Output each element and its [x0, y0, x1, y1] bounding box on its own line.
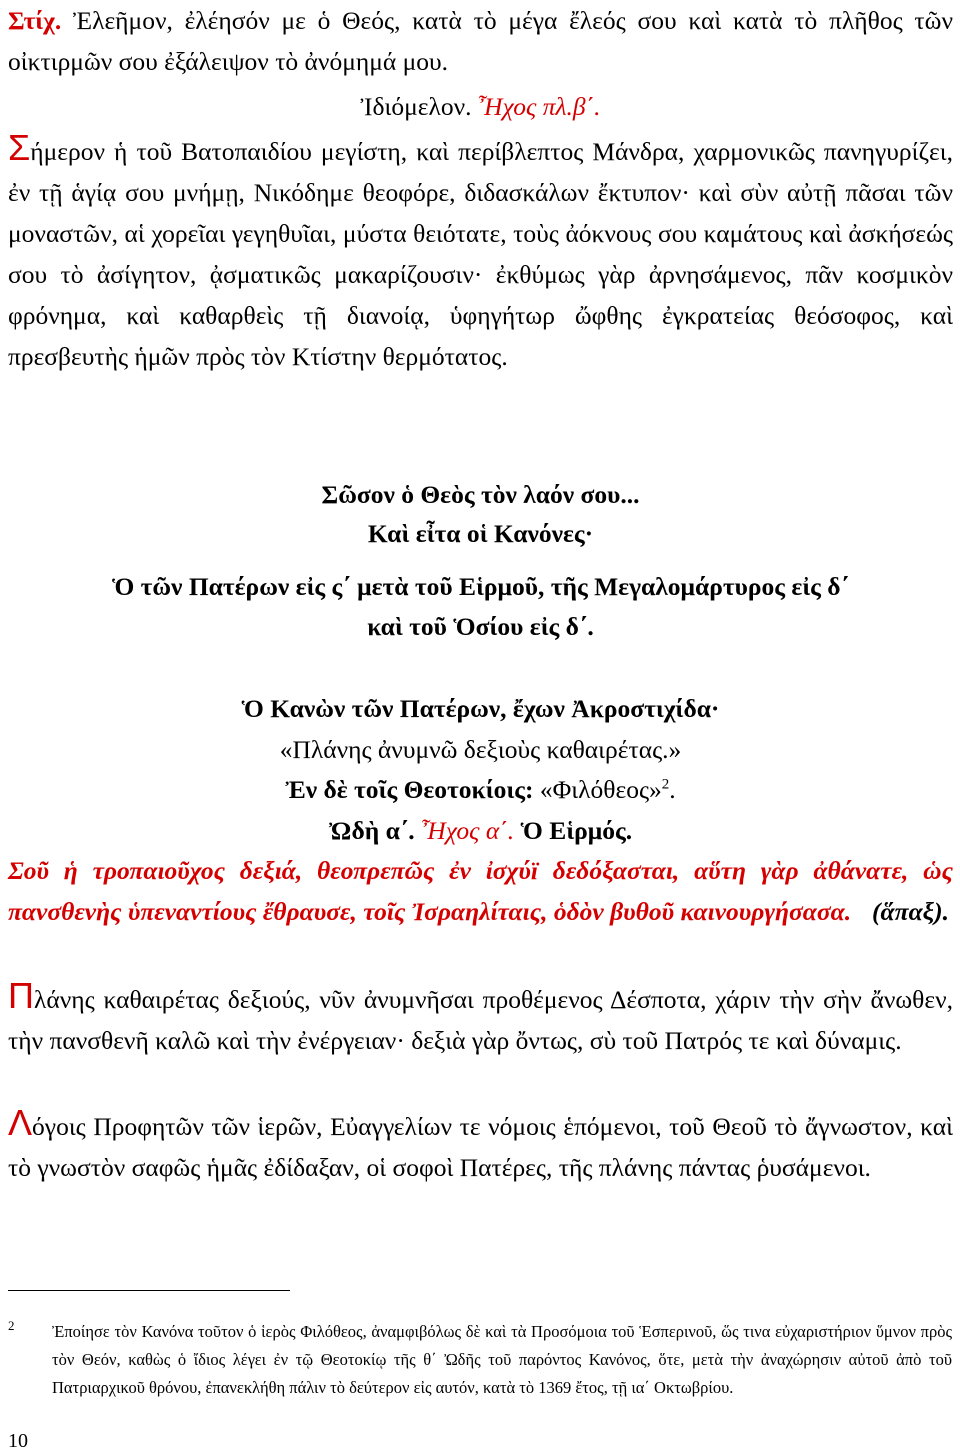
- footnote-separator: [8, 1290, 290, 1291]
- troparion-2: [8, 1102, 953, 1188]
- verse-text: Ἐλεῆμον, ἐλέησόν με ὁ Θεός, κατὰ τὸ μέγα ἔλεός σου καὶ κατὰ τὸ πλῆθος τῶν οἰκτιρμῶν σου ἐξάλειψον τὸ ἀνόμημά μου.: [8, 6, 953, 76]
- canons-description-line-2: καὶ τοῦ Ὁσίου εἰς δ΄.: [367, 612, 594, 641]
- idiomelon-label: Ἰδιόμελον.: [360, 92, 478, 121]
- footnote-text: Ἐποίησε τὸν Κανόνα τοῦτον ὁ ἱερὸς Φιλόθεος, ἀναμφιβόλως δὲ καὶ τὰ Προσόμοια τοῦ Ἑσπερινοῦ, ὥς τινα εὐχαριστήριον ὕμνον πρὸς τὸν Θεόν, καθὼς ὁ ἴδιος λέγει ἐν τῷ Θεοτοκίῳ τῆς θ΄ Ὠδῆς τοῦ παρόντος Κανόνος, ὅτε, μετὰ τὴν ἀναχώρησιν αὐτοῦ ἀπὸ τοῦ Πατριαρχικοῦ θρόνου, ἐπανεκλήθη πάλιν τὸ δεύτερον εἰς αυτόν, κατὰ τὸ 1369 ἔτος, τῇ ια΄ Οκτωβρίου.: [52, 1322, 952, 1397]
- ode-heading: [8, 810, 953, 851]
- theotokia-line: [8, 769, 953, 810]
- troparion-text: όγοις Προφητῶν τῶν ἱερῶν, Εὐαγγελίων τε νόμοις ἑπόμενοι, τοῦ Θεοῦ τὸ ἄγνωστον, καὶ τὸ γνωστὸν σαφῶς ἡμᾶς ἐδίδαξαν, οἱ σοφοὶ Πατέρες, τῆς πλάνης πάντας ῥυσάμενοι.: [8, 1112, 953, 1182]
- page-number: 10: [8, 1430, 28, 1452]
- footnote-mark: 2: [8, 1318, 15, 1333]
- canon-title: Ὁ Κανὼν τῶν Πατέρων, ἔχων Ἀκροστιχίδα·: [241, 694, 720, 723]
- ode-irmos-label: Ὁ Εἱρμός.: [514, 816, 633, 845]
- irmos-text-block: [8, 850, 953, 932]
- verse-label: Στίχ.: [8, 6, 62, 35]
- footnote-reference: 2: [661, 776, 670, 793]
- ode-label: Ὠδὴ α΄.: [328, 816, 422, 845]
- idiomelon-heading: [8, 86, 953, 127]
- soson-line: Σῶσον ὁ Θεὸς τὸν λαόν σου...: [321, 480, 640, 509]
- ode-tone: Ἦχος α΄.: [421, 816, 515, 845]
- irmos-repeat: (ἅπαξ).: [872, 897, 949, 926]
- theotokia-acrostic: «Φιλόθεος»: [533, 775, 662, 804]
- dropcap-letter: Λ: [8, 1102, 33, 1143]
- canons-description-line-1: Ὁ τῶν Πατέρων εἰς ς΄ μετὰ τοῦ Εἱρμοῦ, τῆς Μεγαλομάρτυρος εἰς δ΄: [111, 572, 850, 601]
- hymn-text: ήμερον ἡ τοῦ Βατοπαιδίου μεγίστη, καὶ περίβλεπτος Μάνδρα, χαρμονικῶς πανηγυρίζει, ἐν τῇ ἁγίᾳ σου μνήμῃ, Νικόδημε θεοφόρε, διδασκάλων ἔκτυπον· καὶ σὺν αὐτῇ πᾶσαι τῶν μοναστῶν, αἱ χορεῖαι γεγηθυῖαι, μύστα θειότατε, τοὺς ἀόκνους σου καμάτους καὶ ἀσκήσεώς σου τὸ ἀσίγητον, ᾀσματικῶς μακαρίζουσιν· ἐκθύμως γὰρ ἀρνησάμενος, πᾶν κοσμικὸν φρόνημα, καὶ καθαρθεὶς τῇ διανοίᾳ, ὑφηγήτωρ ὤφθης ἐγκρατείας θεόσοφος, καὶ πρεσβευτὴς ἡμῶν πρὸς τὸν Κτίστην θερμότατος.: [8, 137, 953, 371]
- footnote: [8, 1318, 952, 1402]
- dropcap-letter: Σ: [8, 127, 31, 168]
- theotokia-end: .: [669, 775, 676, 804]
- irmos-text: Σοῦ ἡ τροπαιοῦχος δεξιά, θεοπρεπῶς ἐν ἰσχύϊ δεδόξασται, αὕτη γὰρ ἀθάνατε, ὡς πανσθενὴς ὑπεναντίους ἔθραυσε, τοῖς Ἰσραηλίταις, ὁδὸν βυθοῦ καινουργήσασα.: [8, 856, 953, 926]
- theotokia-label: Ἐν δὲ τοῖς Θεοτοκίοις:: [285, 775, 534, 804]
- idiomelon-tone: Ἦχος πλ.β΄.: [477, 92, 601, 121]
- troparion-1: [8, 975, 953, 1061]
- acrostic-line: «Πλάνης ἀνυμνῶ δεξιοὺς καθαιρέτας.»: [279, 735, 682, 764]
- hymn-idiomelon: [8, 127, 953, 377]
- verse-paragraph: [8, 0, 953, 82]
- dropcap-letter: Π: [8, 975, 34, 1016]
- canons-intro: Καὶ εἶτα οἱ Κανόνες·: [367, 519, 594, 548]
- troparion-text: λάνης καθαιρέτας δεξιούς, νῦν ἀνυμνῆσαι προθέμενος Δέσποτα, χάριν τὴν σὴν ἄνωθεν, τὴν πανσθενῆ καλῶ καὶ τὴν ἐνέργειαν· δεξιὰ γὰρ ὄντως, σὺ τοῦ Πατρός τε καὶ δύναμις.: [8, 985, 953, 1055]
